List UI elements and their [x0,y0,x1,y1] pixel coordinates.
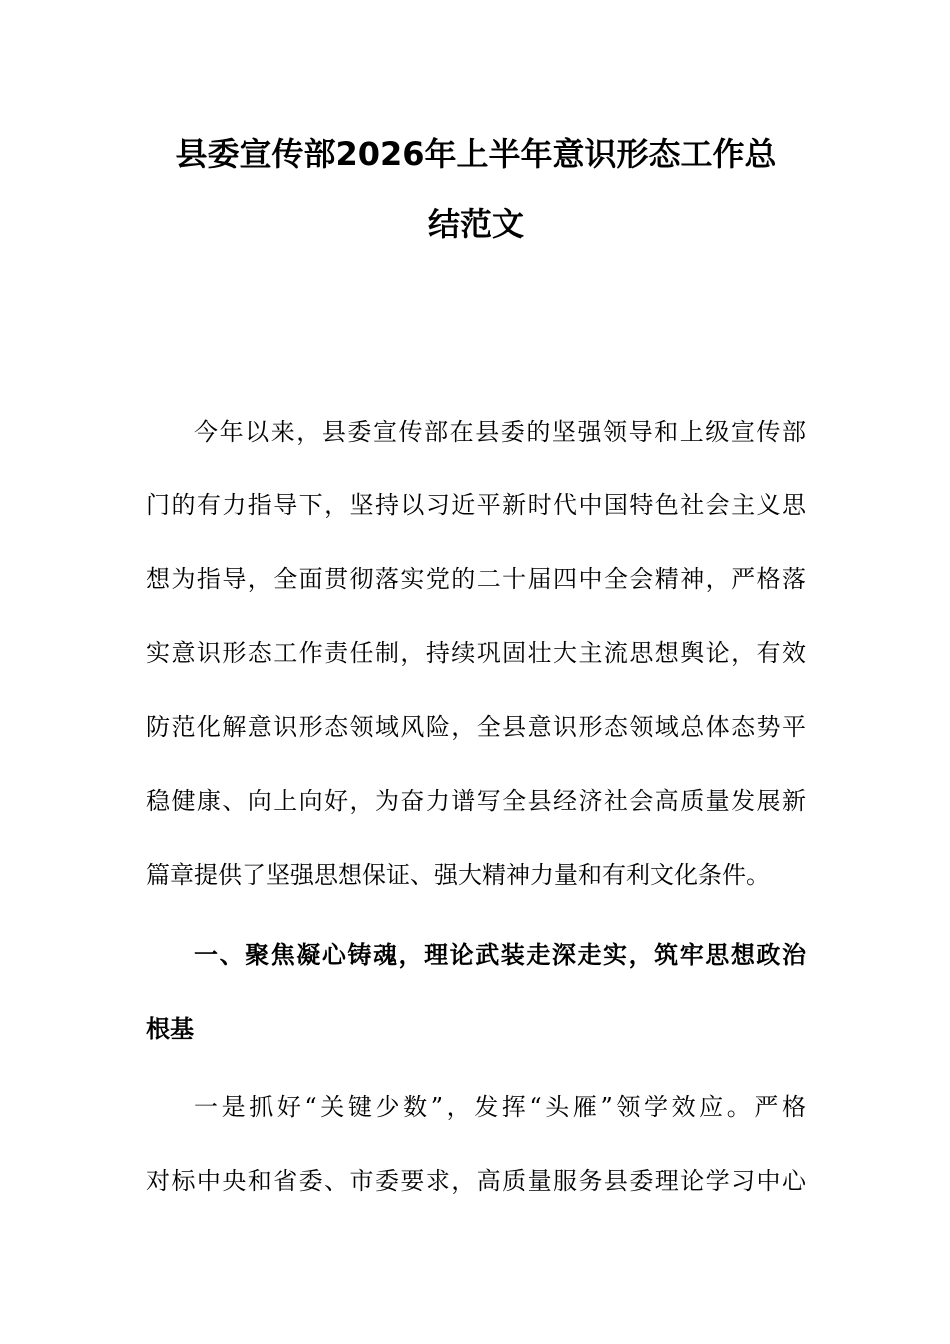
paragraph-line: 一是抓好“关键少数”，发挥“头雁”领学效应。严格 [194,1093,806,1121]
document-title-line-2: 结范文 [427,205,524,243]
paragraph-line: 实意识形态工作责任制，持续巩固壮大主流思想舆论，有效 [146,639,806,667]
paragraph-line: 门的有力指导下，坚持以习近平新时代中国特色社会主义思 [146,491,806,519]
section-heading-line: 一、聚焦凝心铸魂，理论武装走深走实，筑牢思想政治 [194,940,806,969]
paragraph-line: 今年以来，县委宣传部在县委的坚强领导和上级宣传部 [194,418,806,446]
section-heading-line: 根基 [146,1014,194,1043]
paragraph-line: 想为指导，全面贯彻落实党的二十届四中全会精神，严格落 [146,565,806,593]
paragraph-line: 对标中央和省委、市委要求，高质量服务县委理论学习中心 [146,1167,806,1195]
paragraph-line: 篇章提供了坚强思想保证、强大精神力量和有利文化条件。 [146,861,770,889]
paragraph-line: 防范化解意识形态领域风险，全县意识形态领域总体态势平 [146,713,806,741]
paragraph-line: 稳健康、向上向好，为奋力谱写全县经济社会高质量发展新 [146,787,806,815]
document-title-line-1: 县委宣传部2026年上半年意识形态工作总 [175,135,777,173]
